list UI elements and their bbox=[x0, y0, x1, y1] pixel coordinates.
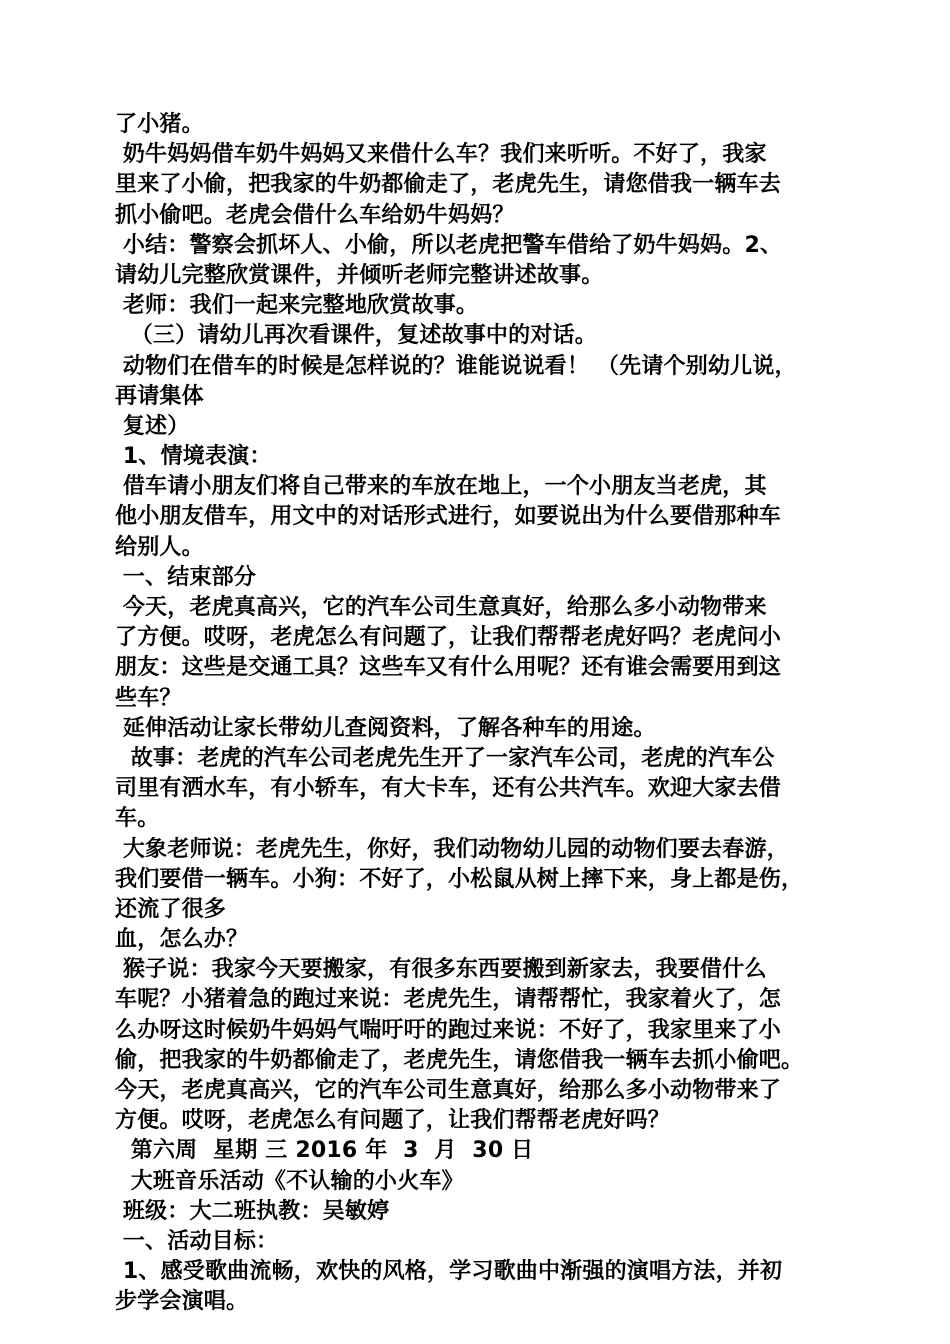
text-line: 大象老师说：老虎先生，你好，我们动物幼儿园的动物们要去春游， bbox=[115, 836, 789, 862]
text-line: 猴子说：我家今天要搬家，有很多东西要搬到新家去，我要借什么 bbox=[115, 957, 767, 983]
text-line: 了小猪。 bbox=[115, 112, 204, 137]
document-body bbox=[115, 110, 855, 1318]
text-line: 我们要借一辆车。小狗：不好了，小松鼠从树上摔下来，身上都是伤， bbox=[115, 866, 804, 892]
text-line: 他小朋友借车，用文中的对话形式进行，如要说出为什么要借那种车 bbox=[115, 504, 782, 530]
text-line: 大班音乐活动《不认输的小火车》 bbox=[115, 1168, 464, 1194]
text-line: 小结：警察会抓坏人、小偷，所以老虎把警车借给了奶牛妈妈。2、 bbox=[115, 232, 783, 258]
text-line: 司里有洒水车，有小轿车，有大卡车，还有公共汽车。欢迎大家去借 bbox=[115, 776, 782, 802]
text-line: 动物们在借车的时候是怎样说的？谁能说说看！ （先请个别幼儿说， bbox=[115, 353, 797, 379]
text-line: 老师：我们一起来完整地欣赏故事。 bbox=[115, 293, 479, 319]
text-line: 一、结束部分 bbox=[115, 564, 257, 590]
text-line: （三）请幼儿再次看课件，复述故事中的对话。 bbox=[115, 323, 597, 349]
text-line: 方便。哎呀，老虎怎么有问题了，让我们帮帮老虎好吗？ bbox=[115, 1108, 671, 1134]
text-line: 偷，把我家的牛奶都偷走了，老虎先生，请您借我一辆车去抓小偷吧。 bbox=[115, 1047, 804, 1073]
text-line: 再请集体 bbox=[115, 383, 204, 409]
text-line: 血，怎么办？ bbox=[115, 927, 249, 953]
text-line: 抓小偷吧。老虎会借什么车给奶牛妈妈？ bbox=[115, 202, 515, 228]
text-line: 么办呀这时候奶牛妈妈气喘吁吁的跑过来说：不好了，我家里来了小 bbox=[115, 1017, 782, 1043]
text-line: 第六周 星期 三 2016 年 3 月 30 日 bbox=[115, 1138, 534, 1164]
text-line: 复述） bbox=[115, 413, 190, 439]
text-line: 1、感受歌曲流畅，欢快的风格，学习歌曲中渐强的演唱方法，并初 bbox=[115, 1259, 783, 1285]
text-line: 了方便。哎呀，老虎怎么有问题了，让我们帮帮老虎好吗？老虎问小 bbox=[115, 625, 782, 651]
text-line: 些车？ bbox=[115, 685, 182, 711]
text-line: 朋友：这些是交通工具？这些车又有什么用呢？还有谁会需要用到这 bbox=[115, 655, 782, 681]
text-line: 请幼儿完整欣赏课件，并倾听老师完整讲述故事。 bbox=[115, 262, 604, 288]
text-line: 还流了很多 bbox=[115, 896, 227, 922]
text-line: 故事：老虎的汽车公司老虎先生开了一家汽车公司，老虎的汽车公 bbox=[115, 745, 775, 771]
text-line: 今天，老虎真高兴，它的汽车公司生意真好，给那么多小动物带来了 bbox=[115, 1078, 782, 1103]
text-line: 今天，老虎真高兴，它的汽车公司生意真好，给那么多小动物带来 bbox=[115, 595, 767, 620]
text-line: 班级：大二班执教：吴敏婷 bbox=[115, 1198, 390, 1224]
text-line: 给别人。 bbox=[115, 534, 204, 560]
text-line: 延伸活动让家长带幼儿查阅资料，了解各种车的用途。 bbox=[115, 715, 656, 741]
text-line: 借车请小朋友们将自己带来的车放在地上，一个小朋友当老虎，其 bbox=[115, 474, 767, 500]
text-line: 一、活动目标： bbox=[115, 1228, 279, 1254]
text-line: 里来了小偷，把我家的牛奶都偷走了，老虎先生，请您借我一辆车去 bbox=[115, 172, 782, 198]
text-line: 车呢？小猪着急的跑过来说：老虎先生，请帮帮忙，我家着火了，怎 bbox=[115, 987, 782, 1013]
text-line: 车。 bbox=[115, 806, 160, 832]
text-line: 1、情境表演： bbox=[115, 444, 272, 470]
text-line: 奶牛妈妈借车奶牛妈妈又来借什么车？我们来听听。不好了，我家 bbox=[115, 142, 767, 168]
text-line: 步学会演唱。 bbox=[115, 1289, 249, 1315]
